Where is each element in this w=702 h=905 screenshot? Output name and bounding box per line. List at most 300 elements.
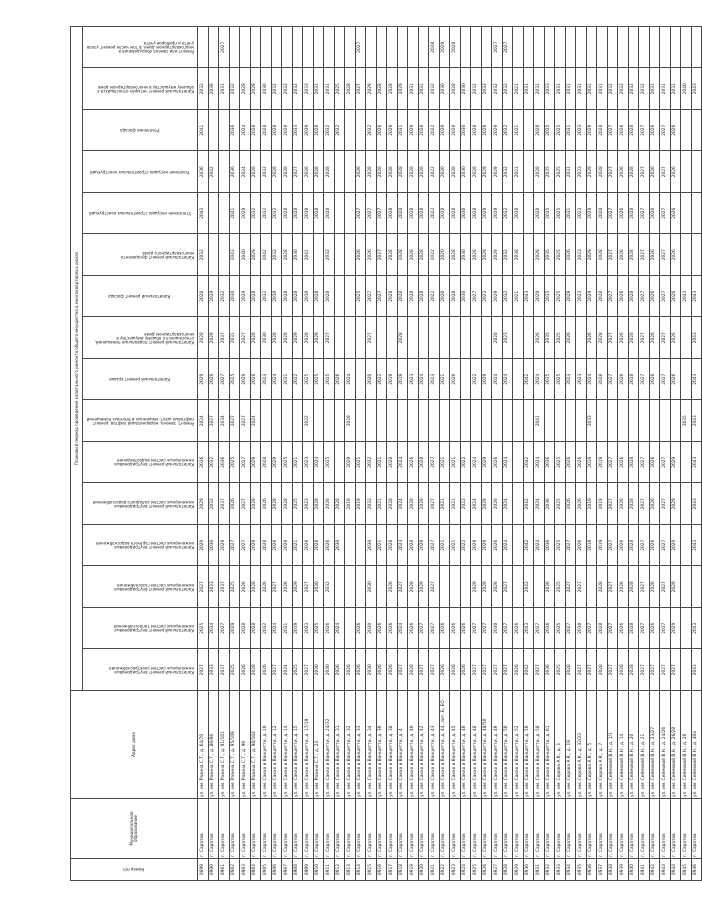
row-year-cell: 2019 (387, 359, 398, 401)
row-year-cell (523, 110, 534, 152)
row-year-cell: 2042 (523, 649, 534, 691)
row-municipality: г. Саратов (691, 799, 702, 859)
row-year-cell (681, 649, 692, 691)
row-year-cell: 2025 (555, 276, 566, 318)
row-year-cell: 2028 (313, 483, 324, 525)
row-year-cell: 2027 (376, 193, 387, 235)
row-year-cell: 2028 (408, 566, 419, 608)
row-year-cell: 2028 (292, 276, 303, 318)
row-year-cell: 2036 (229, 151, 240, 193)
row-year-cell: 2023 (576, 359, 587, 401)
row-year-cell (229, 27, 240, 69)
row-year-cell (366, 27, 377, 69)
row-year-cell: 2030 (460, 151, 471, 193)
row-year-cell: 2030 (261, 68, 272, 110)
row-year-cell: 2028 (565, 649, 576, 691)
row-year-cell: 2037 (219, 649, 230, 691)
row-year-cell: 2027 (292, 151, 303, 193)
row-year-cell: 2026 (618, 317, 629, 359)
row-year-cell: 2030 (303, 276, 314, 318)
row-year-cell: 2027 (639, 110, 650, 152)
row-year-cell: 2036 (229, 110, 240, 152)
row-year-cell (271, 400, 282, 442)
row-year-cell: 2025 (555, 566, 566, 608)
row-municipality: г. Саратов (303, 799, 314, 859)
row-year-cell: 2023 (576, 276, 587, 318)
row-municipality: г. Саратов (324, 799, 335, 859)
row-year-cell: 2024 (271, 359, 282, 401)
row-municipality: г. Саратов (345, 799, 356, 859)
row-year-cell (576, 400, 587, 442)
col-header-work: Усиление несущих строительных конструкций (83, 151, 198, 193)
row-number: 8945 (681, 859, 692, 881)
row-year-cell: 2029 (492, 276, 503, 318)
row-year-cell: 2028 (271, 317, 282, 359)
row-year-cell: 2029 (198, 483, 209, 525)
row-year-cell: 2020 (366, 359, 377, 401)
row-year-cell: 2031 (534, 68, 545, 110)
row-year-cell (681, 566, 692, 608)
row-address: ул. им. Сакко и Ванцетти, д. 38 (387, 691, 398, 799)
row-year-cell: 2029 (418, 483, 429, 525)
row-year-cell (523, 27, 534, 69)
row-year-cell: 2028 (597, 359, 608, 401)
row-year-cell: 2026 (618, 608, 629, 650)
row-year-cell: 2027 (429, 483, 440, 525)
row-year-cell: 2032 (261, 608, 272, 650)
row-year-cell (313, 400, 324, 442)
row-year-cell: 2024 (492, 359, 503, 401)
row-year-cell: 2022 (429, 193, 440, 235)
row-year-cell (471, 27, 482, 69)
row-year-cell: 2024 (397, 525, 408, 567)
row-address: ул. им. Сакко и Ванцетти, д. 4 (397, 691, 408, 799)
row-year-cell: 2035 (544, 110, 555, 152)
row-year-cell: 2019 (586, 525, 597, 567)
row-year-cell: 2030 (313, 649, 324, 691)
row-year-cell: 2024 (282, 649, 293, 691)
row-year-cell (198, 27, 209, 69)
row-municipality: г. Саратов (586, 799, 597, 859)
row-year-cell: 2025 (229, 649, 240, 691)
row-year-cell: 2043 (691, 68, 702, 110)
row-year-cell: 2032 (502, 110, 513, 152)
row-year-cell: 2026 (534, 317, 545, 359)
row-year-cell (681, 110, 692, 152)
table-row (586, 27, 597, 881)
row-year-cell (334, 317, 345, 359)
row-year-cell: 2029 (366, 68, 377, 110)
row-year-cell: 2027 (418, 608, 429, 650)
col-header-work: Капитальный ремонт фундамента многоквартирного дома (83, 234, 198, 276)
row-year-cell (303, 27, 314, 69)
row-year-cell: 2027 (240, 483, 251, 525)
row-year-cell: 2027 (607, 566, 618, 608)
row-year-cell: 2026 (387, 649, 398, 691)
row-year-cell: 2026 (376, 110, 387, 152)
col-header-work: Капитальный ремонт крыши (83, 359, 198, 401)
row-year-cell: 2026 (618, 566, 629, 608)
row-year-cell: 2028 (250, 359, 261, 401)
row-year-cell: 2021 (439, 525, 450, 567)
row-year-cell: 2029 (586, 151, 597, 193)
row-year-cell: 2026 (492, 442, 503, 484)
row-year-cell: 2032 (282, 68, 293, 110)
row-year-cell (387, 317, 398, 359)
row-municipality: г. Саратов (534, 799, 545, 859)
row-year-cell: 2023 (303, 442, 314, 484)
row-year-cell: 2025 (555, 442, 566, 484)
row-year-cell: 2042 (523, 442, 534, 484)
row-year-cell: 2024 (198, 400, 209, 442)
row-year-cell: 2028 (471, 110, 482, 152)
row-year-cell: 2028 (345, 68, 356, 110)
row-year-cell: 2029 (250, 483, 261, 525)
row-year-cell: 2024 (502, 483, 513, 525)
row-year-cell: 2038 (513, 234, 524, 276)
row-year-cell: 2030 (261, 317, 272, 359)
row-year-cell: 2028 (597, 151, 608, 193)
row-number: 8906 (271, 859, 282, 881)
row-year-cell (534, 566, 545, 608)
row-year-cell (429, 317, 440, 359)
row-year-cell: 2026 (618, 234, 629, 276)
row-year-cell: 2026 (618, 276, 629, 318)
row-year-cell: 2027 (639, 608, 650, 650)
row-municipality: г. Саратов (250, 799, 261, 859)
row-municipality: г. Саратов (460, 799, 471, 859)
row-year-cell: 2035 (544, 276, 555, 318)
row-address: ул. им. Сакко и Ванцетти, д. 46 (460, 691, 471, 799)
row-year-cell (670, 400, 681, 442)
row-year-cell: 2026 (513, 649, 524, 691)
row-year-cell: 2026 (649, 151, 660, 193)
row-year-cell: 2029 (418, 525, 429, 567)
row-municipality: г. Саратов (219, 799, 230, 859)
row-year-cell: 2036 (544, 483, 555, 525)
row-year-cell: 2031 (565, 151, 576, 193)
row-year-cell: 2034 (219, 400, 230, 442)
row-year-cell: 2025 (555, 151, 566, 193)
row-address: ул. им. Сеймовой В.Н., д. 28 (681, 691, 692, 799)
row-year-cell: 2028 (628, 193, 639, 235)
row-year-cell: 2026 (450, 608, 461, 650)
row-year-cell: 2025 (334, 68, 345, 110)
row-year-cell: 2028 (450, 151, 461, 193)
row-municipality: г. Саратов (670, 799, 681, 859)
row-year-cell: 2029 (492, 234, 503, 276)
row-year-cell: 2028 (597, 234, 608, 276)
row-year-cell: 2022 (429, 234, 440, 276)
row-year-cell (681, 359, 692, 401)
row-year-cell: 2028 (418, 110, 429, 152)
row-year-cell: 2027 (271, 649, 282, 691)
row-year-cell: 2032 (366, 110, 377, 152)
row-year-cell: 2043 (691, 483, 702, 525)
row-year-cell (334, 151, 345, 193)
row-year-cell: 2025 (229, 359, 240, 401)
row-year-cell: 2027 (502, 566, 513, 608)
row-year-cell (376, 317, 387, 359)
row-year-cell: 2028 (261, 110, 272, 152)
row-year-cell: 2029 (670, 483, 681, 525)
row-year-cell (513, 525, 524, 567)
row-year-cell: 2029 (481, 110, 492, 152)
row-year-cell (586, 566, 597, 608)
row-year-cell: 2032 (271, 193, 282, 235)
row-address: ул. им. Сакко и Ванцетти, д. 48 (471, 691, 482, 799)
row-year-cell: 2022 (429, 110, 440, 152)
row-address: ул. им. Сакко и Ванцетти, д. 61 (544, 691, 555, 799)
row-year-cell: 2029 (586, 276, 597, 318)
row-year-cell: 2028 (250, 276, 261, 318)
row-municipality: г. Саратов (639, 799, 650, 859)
row-year-cell: 2027 (481, 649, 492, 691)
row-number: 8922 (439, 859, 450, 881)
row-year-cell: 2029 (670, 566, 681, 608)
row-year-cell: 2036 (198, 151, 209, 193)
row-number: 8907 (282, 859, 293, 881)
row-number: 8924 (460, 859, 471, 881)
row-year-cell: 2021 (355, 442, 366, 484)
row-year-cell: 2027 (397, 649, 408, 691)
row-year-cell: 2026 (439, 649, 450, 691)
row-number: 8933 (555, 859, 566, 881)
row-year-cell: 2027 (660, 608, 671, 650)
row-year-cell: 2026 (649, 193, 660, 235)
row-year-cell: 2027 (607, 483, 618, 525)
row-year-cell (334, 193, 345, 235)
row-year-cell (681, 483, 692, 525)
row-year-cell: 2032 (334, 110, 345, 152)
row-year-cell: 2028 (387, 442, 398, 484)
row-year-cell: 2028 (471, 193, 482, 235)
row-year-cell: 2036 (544, 442, 555, 484)
row-year-cell (355, 110, 366, 152)
row-year-cell: 2028 (471, 234, 482, 276)
row-address: ул. им. Сеймовой В.Н., д. 1/1 (607, 691, 618, 799)
row-year-cell (544, 400, 555, 442)
row-year-cell: 2026 (334, 649, 345, 691)
row-year-cell (355, 317, 366, 359)
row-year-cell: 2023 (576, 151, 587, 193)
row-year-cell: 2027 (324, 317, 335, 359)
row-year-cell: 2026 (649, 566, 660, 608)
row-address: ул. им. Сакко и Ванцетти, д. 58 (534, 691, 545, 799)
row-year-cell: 2026 (618, 110, 629, 152)
row-year-cell: 2027 (366, 276, 377, 318)
row-year-cell: 2019 (586, 483, 597, 525)
row-year-cell: 2028 (334, 483, 345, 525)
row-year-cell: 2026 (460, 608, 471, 650)
row-year-cell: 2028 (450, 27, 461, 69)
row-year-cell: 2021 (513, 151, 524, 193)
row-number: 8912 (334, 859, 345, 881)
row-year-cell (681, 608, 692, 650)
row-year-cell: 2026 (345, 649, 356, 691)
row-year-cell (334, 276, 345, 318)
row-year-cell: 2027 (471, 649, 482, 691)
row-year-cell: 2032 (366, 483, 377, 525)
row-year-cell: 2027 (607, 525, 618, 567)
row-address: ул. им. Сакко и Ванцетти, д. 33 (355, 691, 366, 799)
row-year-cell: 2028 (376, 151, 387, 193)
row-year-cell: 2030 (366, 608, 377, 650)
row-year-cell: 2024 (345, 359, 356, 401)
row-number: 8942 (649, 859, 660, 881)
row-number: 8939 (618, 859, 629, 881)
row-year-cell: 2028 (313, 525, 324, 567)
row-year-cell: 2029 (492, 151, 503, 193)
row-year-cell: 2021 (376, 442, 387, 484)
row-year-cell: 2028 (628, 110, 639, 152)
row-number: 8914 (355, 859, 366, 881)
row-year-cell: 2026 (565, 442, 576, 484)
row-year-cell (681, 525, 692, 567)
row-year-cell: 2026 (492, 525, 503, 567)
row-year-cell: 2021 (450, 483, 461, 525)
row-year-cell: 2025 (555, 608, 566, 650)
row-year-cell (691, 566, 702, 608)
row-year-cell: 2023 (576, 110, 587, 152)
row-year-cell: 2027 (639, 566, 650, 608)
row-year-cell: 2025 (303, 359, 314, 401)
row-year-cell: 2027 (271, 566, 282, 608)
row-year-cell: 2027 (429, 442, 440, 484)
row-year-cell: 2043 (691, 359, 702, 401)
row-year-cell: 2027 (639, 234, 650, 276)
row-year-cell: 2029 (240, 359, 251, 401)
row-year-cell: 2026 (366, 234, 377, 276)
row-year-cell: 2039 (208, 68, 219, 110)
row-address: ул. им. Разина С.Т., д. 24 (313, 691, 324, 799)
row-year-cell (219, 110, 230, 152)
row-year-cell (460, 566, 471, 608)
row-year-cell: 2027 (229, 400, 240, 442)
row-year-cell: 2027 (565, 608, 576, 650)
row-year-cell: 2031 (576, 68, 587, 110)
row-year-cell: 2032 (429, 68, 440, 110)
table-row (691, 27, 702, 881)
row-year-cell: 2028 (597, 193, 608, 235)
row-year-cell (681, 234, 692, 276)
row-address: ул. им. Сакко и Ванцетти, д. 49 (492, 691, 503, 799)
row-year-cell: 2029 (271, 483, 282, 525)
row-municipality: г. Саратов (555, 799, 566, 859)
row-year-cell: 2026 (586, 317, 597, 359)
row-number: 8918 (397, 859, 408, 881)
row-year-cell (618, 27, 629, 69)
row-address: ул. им. Сеймовой В.Н., д. 23/27 (649, 691, 660, 799)
row-year-cell (670, 27, 681, 69)
row-year-cell: 2027 (639, 193, 650, 235)
row-year-cell: 2028 (313, 151, 324, 193)
row-year-cell: 2028 (261, 525, 272, 567)
row-year-cell: 2027 (639, 359, 650, 401)
table-row (492, 27, 503, 881)
row-year-cell: 2030 (439, 68, 450, 110)
table-row (397, 27, 408, 881)
row-year-cell (418, 27, 429, 69)
row-year-cell: 2027 (492, 649, 503, 691)
row-year-cell: 2027 (586, 608, 597, 650)
row-year-cell (691, 234, 702, 276)
row-year-cell: 2026 (229, 483, 240, 525)
row-year-cell: 2027 (639, 525, 650, 567)
row-year-cell: 2043 (691, 317, 702, 359)
row-year-cell: 2028 (597, 649, 608, 691)
row-year-cell: 2029 (565, 276, 576, 318)
row-year-cell: 2029 (471, 525, 482, 567)
row-year-cell: 2024 (502, 525, 513, 567)
row-year-cell (355, 566, 366, 608)
row-year-cell (691, 27, 702, 69)
row-year-cell (345, 566, 356, 608)
table-body (198, 27, 702, 881)
row-year-cell: 2030 (366, 649, 377, 691)
row-year-cell: 2027 (660, 234, 671, 276)
row-year-cell: 2026 (324, 525, 335, 567)
row-year-cell: 2026 (670, 234, 681, 276)
row-address: ул. им. Сакко и Ванцетти, д. 17/19 (303, 691, 314, 799)
row-year-cell: 2032 (271, 234, 282, 276)
table-row (607, 27, 618, 881)
row-address: ул. им. Сакко и Ванцетти, д. 50 (502, 691, 513, 799)
row-year-cell: 2026 (513, 608, 524, 650)
row-year-cell: 2019 (597, 483, 608, 525)
table-row (429, 27, 440, 881)
row-year-cell: 2025 (555, 110, 566, 152)
table-row (639, 27, 650, 881)
row-year-cell: 2027 (607, 193, 618, 235)
row-year-cell: 2029 (208, 317, 219, 359)
row-year-cell: 2029 (586, 110, 597, 152)
row-year-cell: 2026 (618, 151, 629, 193)
row-year-cell (376, 566, 387, 608)
row-year-cell: 2033 (586, 400, 597, 442)
row-year-cell (334, 442, 345, 484)
table-row (303, 27, 314, 881)
row-year-cell: 2043 (523, 276, 534, 318)
row-year-cell: 2031 (408, 68, 419, 110)
row-year-cell (324, 400, 335, 442)
row-year-cell (513, 442, 524, 484)
row-year-cell: 2027 (639, 317, 650, 359)
row-year-cell (271, 27, 282, 69)
table-row (282, 27, 293, 881)
row-year-cell: 2027 (586, 649, 597, 691)
row-year-cell: 2023 (576, 193, 587, 235)
row-year-cell: 2030 (576, 608, 587, 650)
row-number: 8928 (502, 859, 513, 881)
row-year-cell (534, 27, 545, 69)
row-year-cell (513, 400, 524, 442)
row-year-cell: 2029 (198, 359, 209, 401)
row-number: 8902 (229, 859, 240, 881)
row-year-cell: 2024 (397, 608, 408, 650)
row-year-cell (544, 27, 555, 69)
row-year-cell: 2027 (240, 442, 251, 484)
row-year-cell: 2026 (240, 566, 251, 608)
row-year-cell (565, 400, 576, 442)
row-year-cell (355, 359, 366, 401)
row-year-cell: 2024 (534, 525, 545, 567)
row-year-cell: 2025 (555, 483, 566, 525)
row-year-cell: 2021 (450, 525, 461, 567)
row-number: 8908 (292, 859, 303, 881)
row-year-cell: 2025 (324, 442, 335, 484)
row-year-cell: 2028 (397, 317, 408, 359)
